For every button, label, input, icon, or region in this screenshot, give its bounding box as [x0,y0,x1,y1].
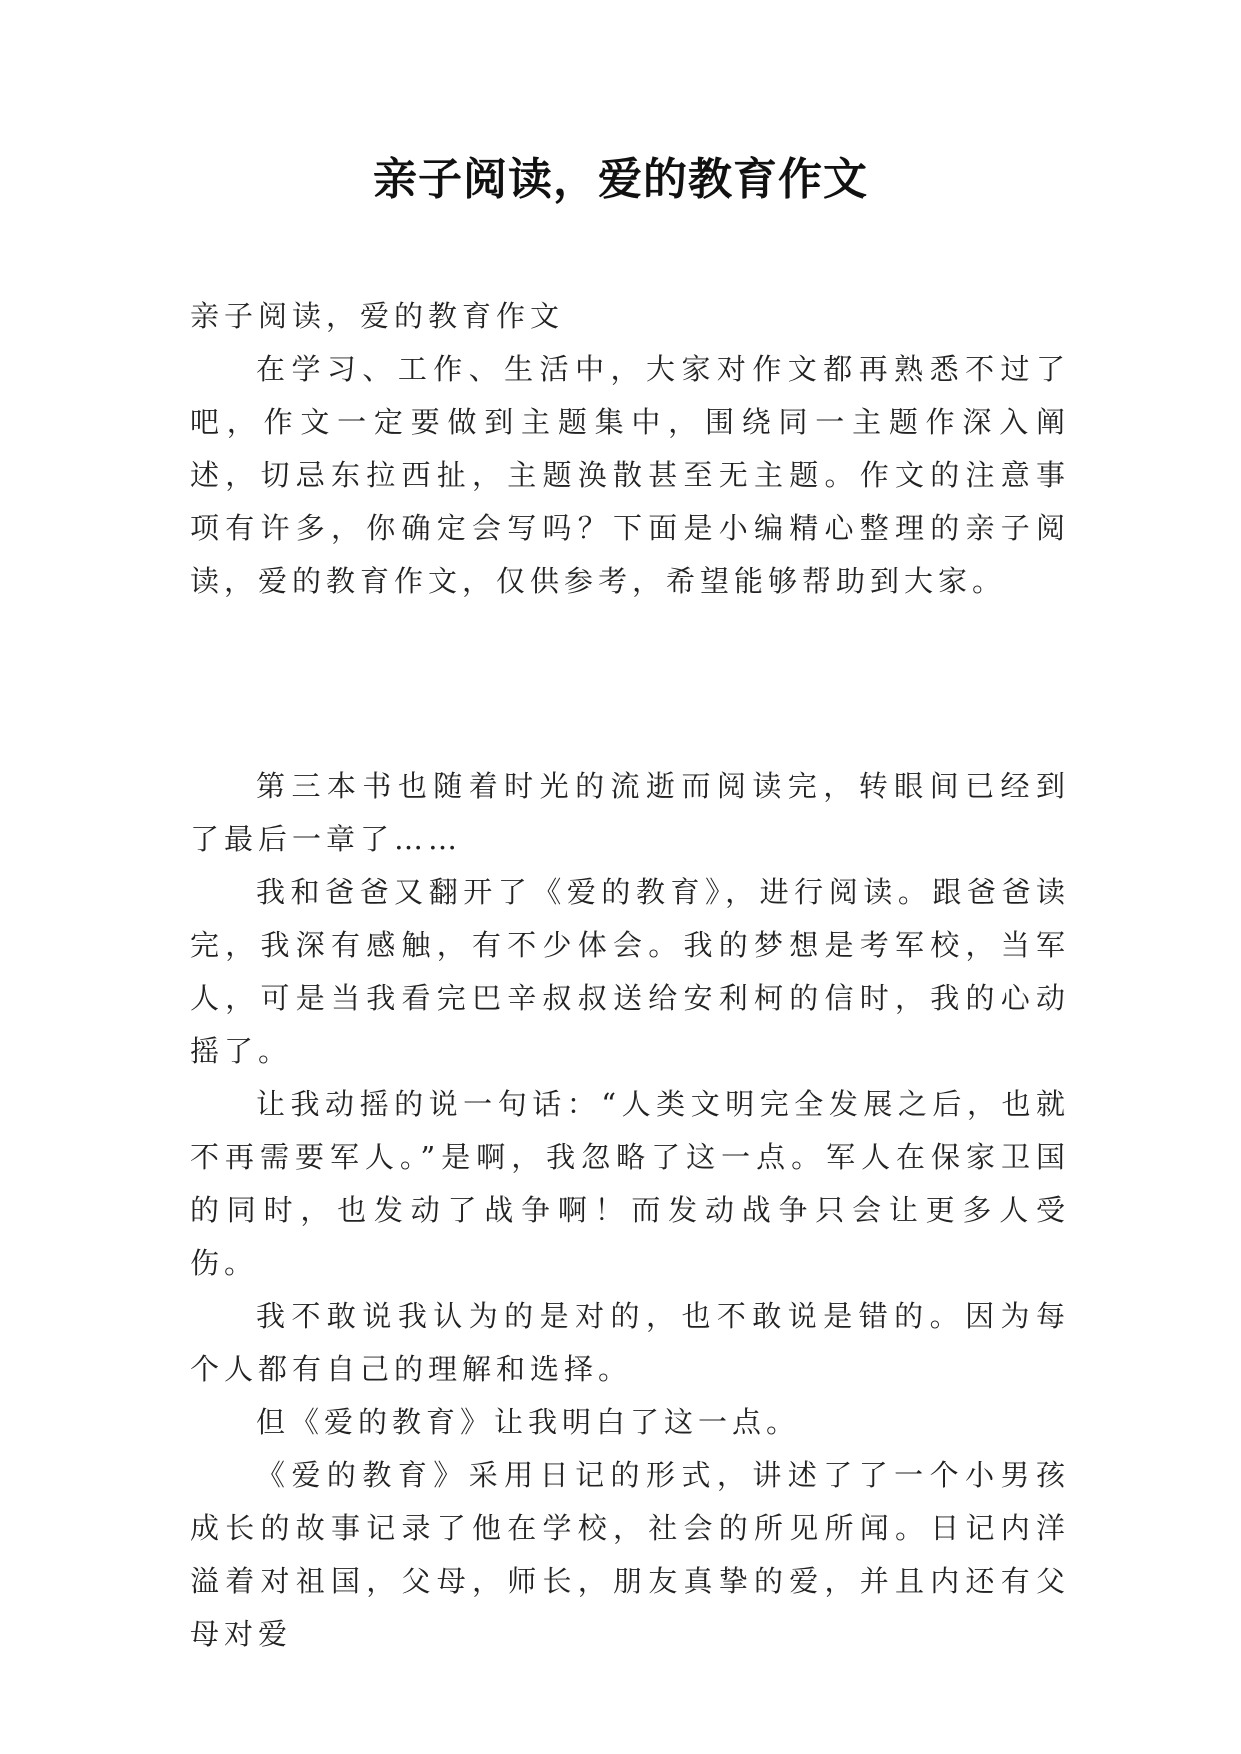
intro-subtitle: 亲子阅读，爱的教育作文 [190,299,565,333]
essay-paragraph: 第三本书也随着时光的流逝而阅读完，转眼间已经到了最后一章了…… [190,769,1070,856]
essay-paragraph: 我和爸爸又翻开了《爱的教育》，进行阅读。跟爸爸读完，我深有感触，有不少体会。我的梦想是考军校，当军人，可是当我看完巴辛叔叔送给安利柯的信时，我的心动摇了。 [190,875,1070,1068]
document-title: 亲子阅读，爱的教育作文 [373,154,868,205]
intro-paragraph: 在学习、工作、生活中，大家对作文都再熟悉不过了吧，作文一定要做到主题集中，围绕同一主题作深入阐述，切忌东拉西扯，主题涣散甚至无主题。作文的注意事项有许多，你确定会写吗？下面是小编精心整理的亲子阅读，爱的教育作文，仅供参考，希望能够帮助到大家。 [190,352,1070,598]
intro-section [190,290,1070,608]
essay-paragraph: 《爱的教育》采用日记的形式，讲述了了一个小男孩成长的故事记录了他在学校，社会的所见所闻。日记内洋溢着对祖国，父母，师长，朋友真挚的爱，并且内还有父母对爱 [190,1458,1070,1651]
essay-paragraph: 让我动摇的说一句话：“人类文明完全发展之后，也就不再需要军人。”是啊，我忽略了这一点。军人在保家卫国的同时，也发动了战争啊！而发动战争只会让更多人受伤。 [190,1087,1070,1280]
essay-paragraph: 但《爱的教育》让我明白了这一点。 [256,1405,801,1439]
essay-section [190,760,1070,1661]
essay-paragraph: 我不敢说我认为的是对的，也不敢说是错的。因为每个人都有自己的理解和选择。 [190,1299,1070,1386]
